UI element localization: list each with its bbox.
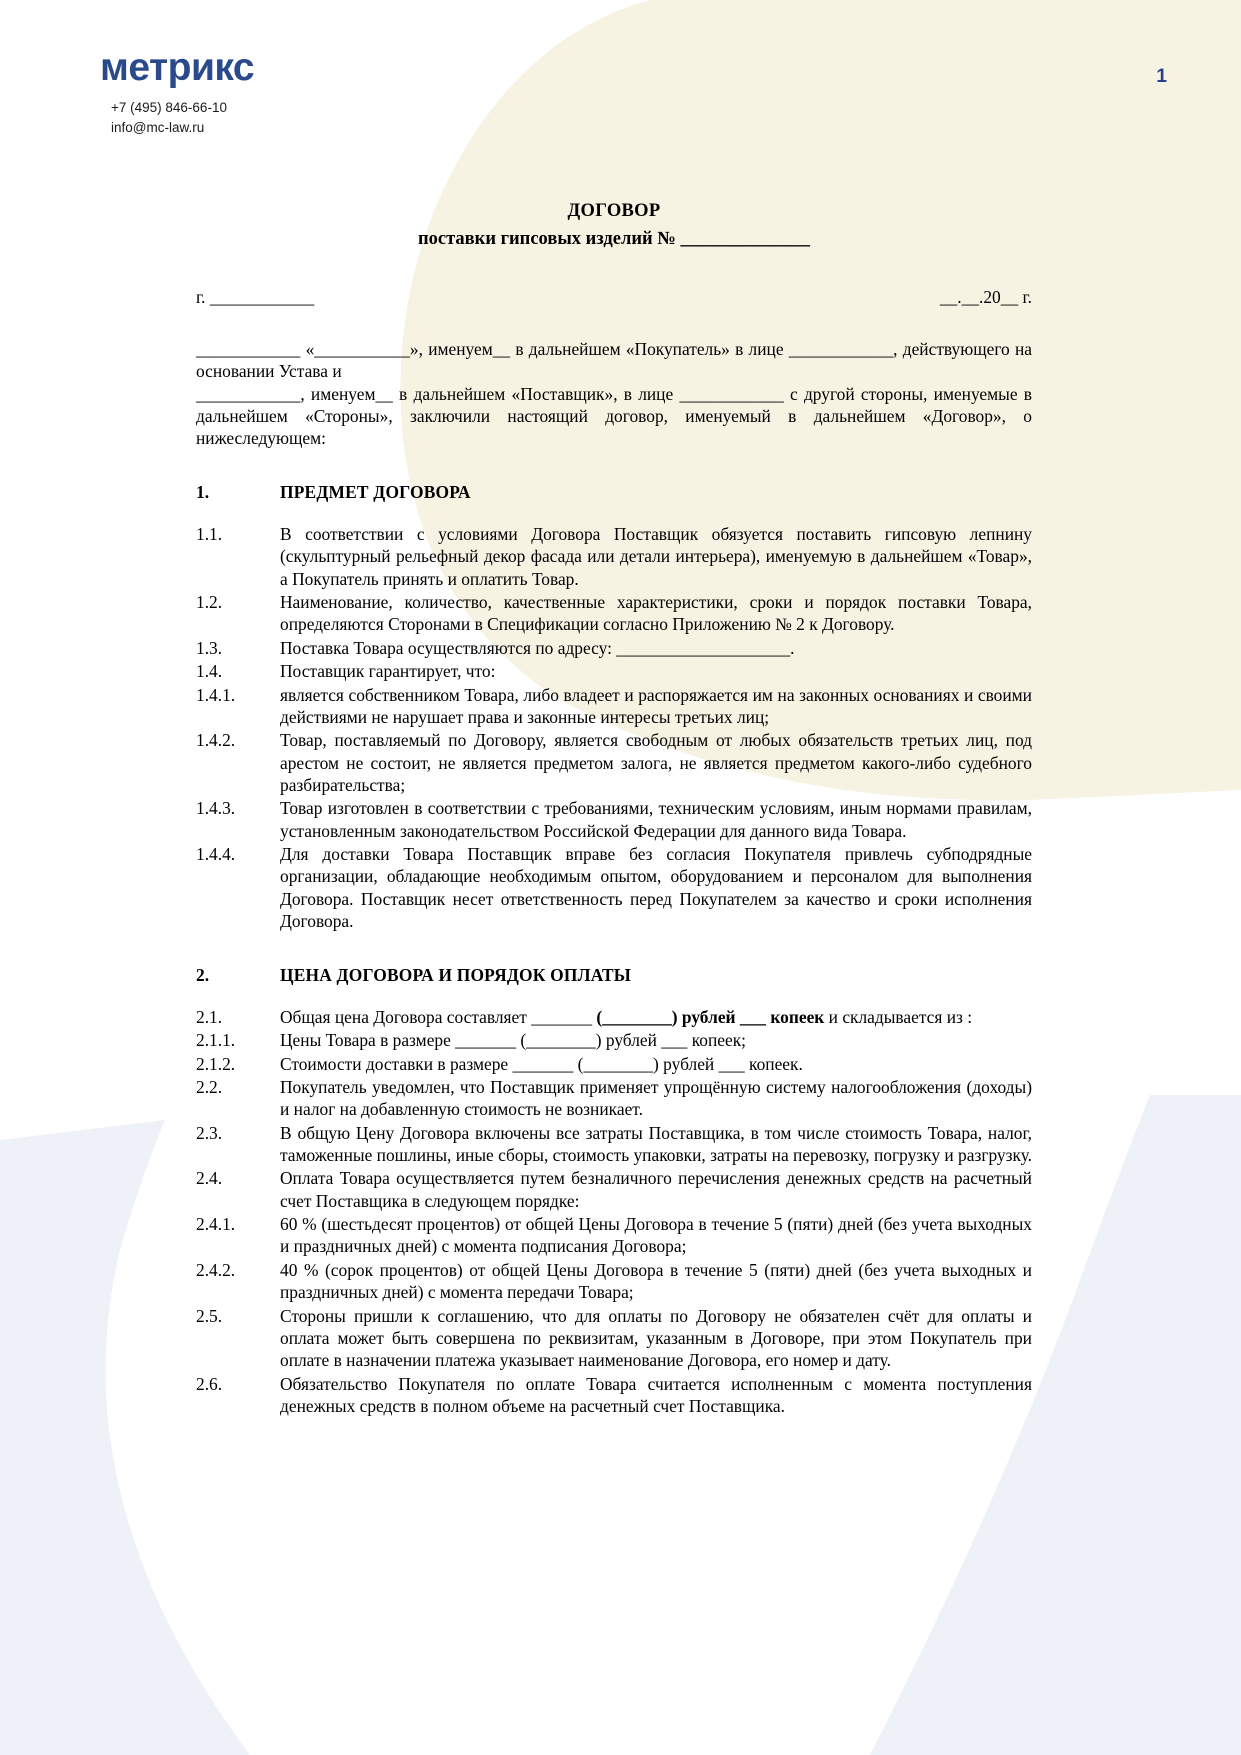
preamble-paragraph: ____________ «___________», именуем__ в дальнейшем «Покупатель» в лице ____________, действующего на основании Устава и (196, 338, 1032, 382)
clause-number: 2.2. (196, 1076, 223, 1097)
clause-number: 2.4. (196, 1168, 223, 1189)
clause-text: Товар изготовлен в соответствии с требованиями, техническим условиям, иным нормами правилам, установленным законодательством Российской Федерации для данного вида Товара. (280, 798, 1032, 841)
clause (196, 1373, 1032, 1418)
clause-text: Стоимости доставки в размере _______ (________) рублей ___ копеек. (280, 1053, 803, 1074)
document-subtitle: поставки гипсовых изделий № ______________ (417, 228, 810, 249)
clause-text: Покупатель уведомлен, что Поставщик применяет упрощённую систему налогообложения (доходы) и налог на добавленную стоимость не возникает. (280, 1076, 1032, 1120)
clause (196, 1076, 1032, 1121)
clause-number: 1.2. (196, 592, 223, 613)
clause-text: 60 % (шестьдесят процентов) от общей Цены Договора в течение 5 (пяти) дней (без учета выходных и праздничных дней) с момента подписания Договора; (280, 1214, 1032, 1257)
clause-number: 1.4.3. (196, 798, 236, 819)
clause-text: В общую Цену Договора включены все затраты Поставщика, в том числе стоимость Товара, налог, таможенные пошлины, иные сборы, стоимость упаковки, затраты на перевозку, погрузку и разгрузку. (280, 1122, 1032, 1166)
clause (196, 660, 1032, 682)
page-number: 1 (1156, 66, 1167, 87)
clause (196, 1053, 1032, 1075)
clause-number: 1.4.2. (196, 730, 236, 751)
dateline-city: г. ____________ (196, 286, 315, 307)
clause-text: Поставщик гарантирует, что: (280, 661, 496, 682)
clause (196, 1122, 1032, 1167)
clause (196, 523, 1032, 590)
clause (196, 797, 1032, 842)
clause (196, 591, 1032, 636)
clause-text: Товар, поставляемый по Договору, является свободным от любых обязательств третьих лиц, под арестом не состоит, не является предметом залога, не является предметом какого-либо судебного разбирательства; (280, 730, 1032, 795)
clause (196, 684, 1032, 729)
section-number: 2. (196, 964, 210, 985)
clause-number: 1.4. (196, 661, 223, 682)
clause-number: 2.5. (196, 1305, 223, 1326)
preamble-paragraph: ____________, именуем__ в дальнейшем «Поставщик», в лице ____________ с другой стороны, именуемые в дальнейшем «Стороны», заключили настоящий договор, именуемый в дальнейшем «Договор», о нижеследующем: (196, 383, 1032, 449)
section-title: ПРЕДМЕТ ДОГОВОРА (280, 481, 471, 502)
clause (196, 1305, 1032, 1372)
clause-text: Стороны пришли к соглашению, что для оплаты по Договору не обязателен счёт для оплаты и оплата может быть совершена по реквизитам, указанным в Договоре, при этом Покупатель при оплате в назначении платежа указывает наименование Договора, его номер и дату. (280, 1305, 1032, 1371)
clause-text: Наименование, количество, качественные характеристики, сроки и порядок поставки Товара, определяются Сторонами в Спецификации согласно Приложению № 2 к Договору. (280, 592, 1032, 635)
section-number: 1. (196, 481, 210, 502)
clause (196, 843, 1032, 932)
clause (196, 1167, 1032, 1212)
clause (196, 1029, 1032, 1051)
contact-phone: +7 (495) 846-66-10 (111, 100, 227, 115)
clause-number: 2.3. (196, 1122, 223, 1143)
clause-number: 2.1.2. (196, 1053, 236, 1074)
clause (196, 729, 1032, 796)
company-logo: метрикс (100, 46, 255, 89)
clause-number: 1.1. (196, 524, 223, 545)
clause-text: Обязательство Покупателя по оплате Товара считается исполненным с момента поступления денежных средств в полном объеме на расчетный счет Поставщика. (280, 1373, 1032, 1416)
clause-number: 2.4.1. (196, 1214, 236, 1235)
dateline-date: __.__.20__ г. (939, 286, 1032, 307)
clause-text: 40 % (сорок процентов) от общей Цены Договора в течение 5 (пяти) дней (без учета выходных и праздничных дней) с момента передачи Товара; (280, 1259, 1032, 1303)
preamble (196, 338, 1032, 450)
clause-text: В соответствии с условиями Договора Поставщик обязуется поставить гипсовую лепнину (скульптурный рельефный декор фасада или детали интерьера), именуемую в дальнейшем «Товар», а Покупатель принять и оплатить Товар. (280, 524, 1032, 589)
section-heading (196, 964, 1032, 986)
clause-text: Поставка Товара осуществляются по адресу: ____________________. (280, 637, 795, 658)
contact-info (111, 98, 227, 137)
document-title: ДОГОВОР (567, 201, 661, 221)
section-title: ЦЕНА ДОГОВОРА И ПОРЯДОК ОПЛАТЫ (280, 964, 632, 985)
clause-number: 1.3. (196, 637, 223, 658)
document-title-block (196, 200, 1032, 252)
sections-container (196, 481, 1032, 1418)
document-body (196, 0, 1032, 1418)
clause-number: 1.4.4. (196, 844, 236, 865)
clause-number: 2.6. (196, 1373, 223, 1394)
clause (196, 1259, 1032, 1304)
clause-number: 2.1.1. (196, 1030, 236, 1051)
clause-text: Общая цена Договора составляет _______ (________) рублей ___ копеек и складывается из : (280, 1006, 973, 1027)
clause-text: Цены Товара в размере _______ (________) рублей ___ копеек; (280, 1030, 746, 1051)
clause (196, 637, 1032, 659)
clause (196, 1213, 1032, 1258)
clause-number: 2.4.2. (196, 1259, 236, 1280)
dateline (196, 286, 1032, 308)
clause-text: Оплата Товара осуществляется путем безналичного перечисления денежных средств на расчетный счет Поставщика в следующем порядке: (280, 1168, 1032, 1211)
clause (196, 1006, 1032, 1028)
section-heading (196, 481, 1032, 503)
contact-email: info@mc-law.ru (111, 119, 205, 135)
clause-text: является собственником Товара, либо владеет и распоряжается им на законных основаниях и своими действиями не нарушает права и законные интересы третьих лиц; (280, 684, 1032, 727)
clause-text: Для доставки Товара Поставщик вправе без согласия Покупателя привлечь субподрядные организации, обладающие необходимым опытом, оборудованием и персоналом для выполнения Договора. Поставщик несет ответственность перед Покупателем за качество и сроки исполнения Договора. (280, 844, 1032, 932)
clause-number: 2.1. (196, 1006, 223, 1027)
clause-number: 1.4.1. (196, 684, 236, 705)
page-header (0, 0, 1241, 150)
